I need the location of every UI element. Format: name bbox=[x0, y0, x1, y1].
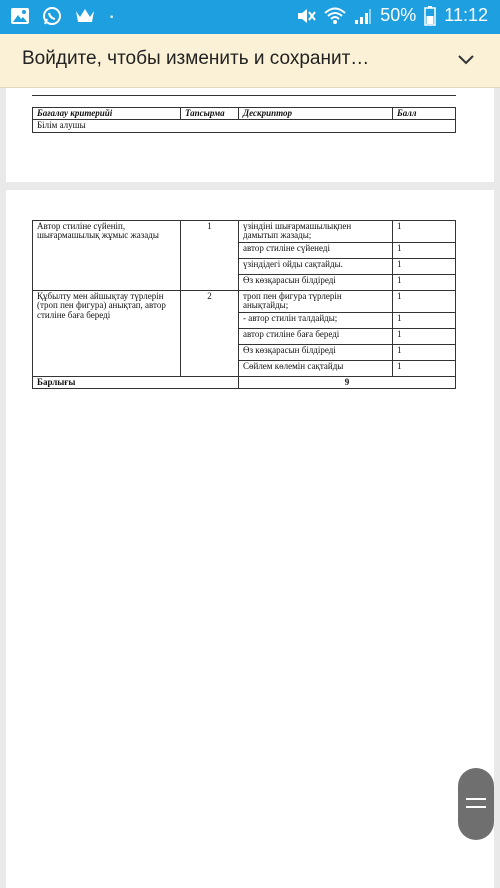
criteria-header-table bbox=[32, 107, 456, 133]
descriptor-cell: үзіндідегі ойды сақтайды. bbox=[239, 258, 393, 274]
score-cell: 1 bbox=[393, 258, 456, 274]
total-row bbox=[33, 376, 456, 388]
table-row bbox=[33, 120, 456, 132]
score-cell: 1 bbox=[393, 360, 456, 376]
total-label: Барлығы bbox=[33, 376, 239, 388]
descriptor-cell: Сөйлем көлемін сақтайды bbox=[239, 360, 393, 376]
descriptor-cell: Өз көзқарасын білдіреді bbox=[239, 274, 393, 290]
more-notifications: · bbox=[108, 3, 116, 28]
signal-icon bbox=[354, 7, 372, 25]
criteria-table bbox=[32, 220, 456, 389]
clock: 11:12 bbox=[444, 5, 488, 25]
table-row bbox=[33, 221, 456, 243]
task-cell: 2 bbox=[181, 290, 239, 376]
crown-icon bbox=[74, 7, 96, 25]
criterion-cell: Автор стиліне сүйеніп, шығармашылық жұмыс жазады bbox=[33, 221, 181, 291]
total-score: 9 bbox=[239, 376, 456, 388]
criterion-cell: Құбылту мен айшықтау түрлерін (троп пен фигура) анықтап, автор стиліне баға береді bbox=[33, 290, 181, 376]
task-cell: 1 bbox=[181, 221, 239, 291]
score-cell: 1 bbox=[393, 274, 456, 290]
status-bar bbox=[0, 0, 500, 34]
descriptor-cell: автор стиліне баға береді bbox=[239, 328, 393, 344]
page-rule bbox=[32, 95, 456, 96]
learner-row: Білім алушы bbox=[33, 120, 456, 132]
descriptor-cell: - автор стилін талдайды; bbox=[239, 312, 393, 328]
sign-in-banner[interactable] bbox=[0, 34, 500, 88]
mute-icon bbox=[296, 7, 316, 25]
score-cell: 1 bbox=[393, 290, 456, 312]
descriptor-cell: автор стиліне сүйенеді bbox=[239, 242, 393, 258]
score-cell: 1 bbox=[393, 312, 456, 328]
sign-in-banner-text: Войдите, чтобы изменить и сохранит… bbox=[22, 48, 370, 69]
descriptor-cell: троп пен фигура түрлерін анықтайды; bbox=[239, 290, 393, 312]
header-task: Тапсырма bbox=[181, 108, 239, 120]
table-header-row bbox=[33, 108, 456, 120]
descriptor-cell: Өз көзқарасын білдіреді bbox=[239, 344, 393, 360]
score-cell: 1 bbox=[393, 328, 456, 344]
document-page-1 bbox=[6, 88, 494, 182]
header-descriptor: Дескриптор bbox=[239, 108, 393, 120]
gallery-icon bbox=[10, 7, 30, 25]
chevron-down-icon[interactable] bbox=[458, 52, 474, 70]
header-score: Балл bbox=[393, 108, 456, 120]
battery-icon bbox=[424, 6, 436, 26]
score-cell: 1 bbox=[393, 344, 456, 360]
battery-percent: 50% bbox=[380, 5, 417, 25]
header-criterion: Бағалау критерийі bbox=[33, 108, 181, 120]
descriptor-cell: үзіндіні шығармашылықпен дамытып жазады; bbox=[239, 221, 393, 243]
whatsapp-icon bbox=[42, 6, 62, 26]
score-cell: 1 bbox=[393, 221, 456, 243]
wifi-icon bbox=[324, 7, 346, 25]
score-cell: 1 bbox=[393, 242, 456, 258]
menu-button[interactable] bbox=[458, 768, 494, 840]
table-row bbox=[33, 290, 456, 312]
document-page-2 bbox=[6, 190, 494, 888]
